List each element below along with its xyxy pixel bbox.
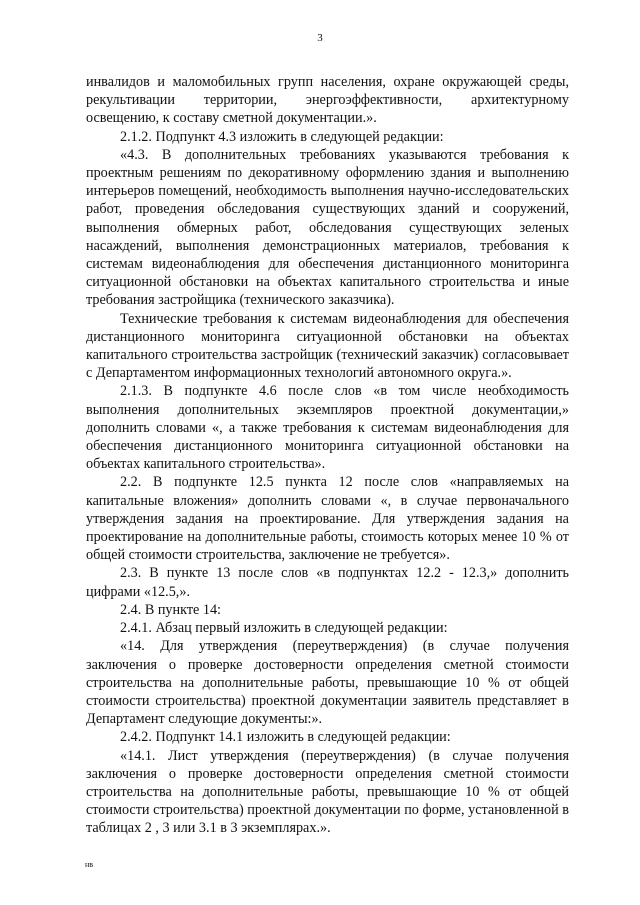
paragraph-2-4: 2.4. В пункте 14: — [120, 601, 221, 618]
paragraph-2-4-1: 2.4.1. Абзац первый изложить в следующей редакции: — [120, 620, 448, 637]
paragraph-14-1-quote: «14.1. Лист утверждения (переутверждения) (в случае получения заключения о проверке достоверности определения сметной стоимости строительства на дополнительные работы, превышающие 10 % от общей стоимости строительства) проектной документации по форме, установленной в таблицах 2 , 3 или 3.1 в 3 экземплярах.». — [86, 747, 569, 837]
paragraph-2-3: 2.3. В пункте 13 после слов «в подпунктах 12.2 - 12.3,» дополнить цифрами «12.5,». — [86, 565, 569, 600]
paragraph-2-1-2: 2.1.2. Подпункт 4.3 изложить в следующей редакции: — [120, 128, 444, 145]
paragraph-2-4-2: 2.4.2. Подпункт 14.1 изложить в следующей редакции: — [120, 729, 451, 746]
paragraph-continuation: инвалидов и маломобильных групп населения, охране окружающей среды, рекультивации территории, энергоэффективности, архитектурному освещению, к составу сметной документации.». — [86, 74, 569, 127]
paragraph-2-1-3: 2.1.3. В подпункте 4.6 после слов «в том числе необходимость выполнения дополнительных экземпляров проектной документации,» дополнить словами «, а также требования к системам видеонаблюдения для обеспечения дистанционного мониторинга ситуационной обстановки на объектах капитального строительства». — [86, 383, 569, 473]
page-number: 3 — [317, 32, 323, 44]
document-body — [86, 73, 569, 838]
paragraph-4-3-quote: «4.3. В дополнительных требованиях указываются требования к проектным решениям по декоративному оформлению здания и выполнению интерьеров помещений, необходимость выполнения научно-исследовательских работ, проведения обследования существующих зданий и сооружений, выполнения обмерных работ, обследования существующих зеленых насаждений, выполнения демонстрационных материалов, требования к системам видеонаблюдения для обеспечения дистанционного мониторинга ситуационной обстановки на объектах капитального строительства и иные требования застройщика (технического заказчика). — [86, 146, 569, 309]
paragraph-technical-requirements: Технические требования к системам видеонаблюдения для обеспечения дистанционного мониторинга ситуационной обстановки на объектах капитального строительства застройщик (технический заказчик) согласовывает с Департаментом информационных технологий автономного округа.». — [86, 310, 569, 382]
paragraph-14-quote: «14. Для утверждения (переутверждения) (в случае получения заключения о проверке достоверности определения сметной стоимости строительства на дополнительные работы, превышающие 10 % от общей стоимости строительства) проектной документации заявитель представляет в Департамент следующие документы:». — [86, 638, 569, 728]
footer-initials: нв — [85, 860, 94, 869]
paragraph-2-2: 2.2. В подпункте 12.5 пункта 12 после слов «направляемых на капитальные вложения» дополнить словами «, в случае первоначального утверждения задания на проектирование. Для утверждения задания на проектирование на дополнительные работы, стоимость которых менее 10 % от общей стоимости строительства, заключение не требуется». — [86, 474, 569, 564]
